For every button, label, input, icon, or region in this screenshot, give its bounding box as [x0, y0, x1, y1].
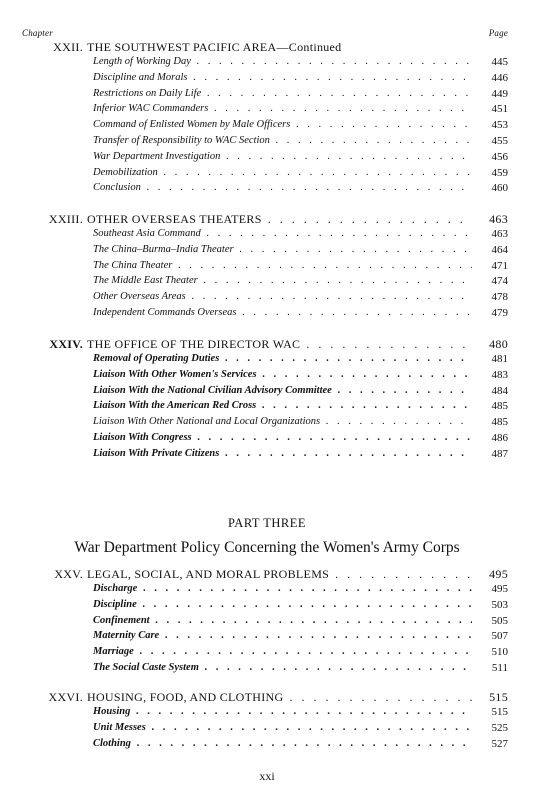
chapter-column-label: Chapter: [22, 28, 53, 38]
toc-entry: [0, 662, 534, 678]
entry-page: 483: [491, 368, 508, 381]
entry-page: 455: [491, 134, 508, 147]
entry-page: 507: [491, 630, 508, 643]
chapter-title: LEGAL, SOCIAL, AND MORAL PROBLEMS . . .: [87, 567, 472, 582]
entry-page: 446: [491, 71, 508, 84]
entry-page: 505: [491, 614, 508, 627]
entry-page: 456: [491, 150, 508, 163]
toc-entry: [0, 583, 534, 599]
entry-title: Conclusion . . .: [93, 182, 472, 193]
chapter-title: THE SOUTHWEST PACIFIC AREA—Continued: [87, 40, 342, 54]
toc-entry: [0, 307, 534, 323]
chapter-heading: [0, 212, 534, 228]
chapter-number: XXII.: [53, 40, 83, 54]
toc-chapter: [0, 337, 534, 464]
toc-entry: [0, 228, 534, 244]
toc-chapter: [0, 690, 534, 753]
entry-page: 474: [491, 275, 508, 288]
toc-entry: [0, 615, 534, 631]
chapter-page: 463: [489, 212, 508, 226]
entry-title: Liaison With the American Red Cross . . .: [93, 400, 472, 411]
toc-entry: [0, 275, 534, 291]
toc-entry: [0, 72, 534, 88]
entry-page: 484: [491, 384, 508, 397]
entry-title: The China–Burma–India Theater . . .: [93, 244, 472, 255]
entry-title: Transfer of Responsibility to WAC Section . . .: [93, 135, 472, 146]
page-number: xxi: [259, 769, 275, 783]
entry-page: 481: [491, 353, 508, 365]
toc-entry: [0, 119, 534, 135]
part-label: PART THREE: [228, 516, 306, 530]
entry-page: 527: [491, 737, 508, 750]
entry-title: Liaison With Congress . . .: [93, 432, 472, 443]
entry-title: Unit Messes . . .: [93, 722, 472, 733]
entry-page: 449: [491, 87, 508, 100]
entry-title: Discipline and Morals . . .: [93, 72, 472, 83]
entry-page: 464: [491, 243, 508, 256]
chapter-heading: [0, 690, 534, 706]
entry-page: 453: [491, 119, 508, 132]
toc-entry: [0, 599, 534, 615]
entry-title: Other Overseas Areas . . .: [93, 291, 472, 302]
chapter-number: XXIV.: [49, 337, 83, 351]
chapter-heading: [0, 337, 534, 353]
entry-title: Liaison With Private Citizens . . .: [93, 448, 472, 459]
entry-page: 479: [491, 306, 508, 319]
toc-entry: [0, 416, 534, 432]
chapter-heading: [0, 567, 534, 583]
chapter-title: HOUSING, FOOD, AND CLOTHING . . .: [87, 690, 472, 705]
chapter-page: 495: [489, 567, 508, 581]
chapter-number: XXVI.: [48, 690, 83, 704]
toc-entry: [0, 432, 534, 448]
entry-title: Inferior WAC Commanders . . .: [93, 103, 472, 114]
entry-page: 459: [491, 166, 508, 179]
entry-page: 471: [491, 259, 508, 272]
entry-title: Liaison With the National Civilian Advisory Committee . . .: [93, 385, 472, 396]
entry-title: Independent Commands Overseas . . .: [93, 307, 472, 318]
entry-page: 460: [491, 182, 508, 195]
toc-entry: [0, 448, 534, 464]
entry-title: Removal of Operating Duties . . .: [93, 353, 472, 364]
toc-entry: [0, 706, 534, 722]
entry-title: War Department Investigation . . .: [93, 151, 472, 162]
toc-entry: [0, 353, 534, 369]
entry-page: 445: [491, 56, 508, 68]
chapter-page: 480: [489, 337, 508, 351]
toc-entry: [0, 135, 534, 151]
entry-title: Restrictions on Daily Life . . .: [93, 88, 472, 99]
entry-title: The Middle East Theater . . .: [93, 275, 472, 286]
entry-page: 486: [491, 431, 508, 444]
toc-entry: [0, 244, 534, 260]
entry-title: Housing . . .: [93, 706, 472, 717]
toc-entry: [0, 182, 534, 198]
toc-entry: [0, 385, 534, 401]
chapter-page: 515: [489, 690, 508, 704]
entry-title: Clothing . . .: [93, 738, 472, 749]
entry-page: 451: [491, 103, 508, 116]
part-title: War Department Policy Concerning the Women's Army Corps: [74, 539, 460, 556]
entry-page: 510: [491, 646, 508, 659]
entry-page: 525: [491, 721, 508, 734]
entry-page: 503: [491, 598, 508, 611]
entry-title: Maternity Care . . .: [93, 630, 472, 641]
chapter-title: OTHER OVERSEAS THEATERS . . .: [87, 212, 472, 227]
entry-title: Length of Working Day . . .: [93, 56, 472, 67]
toc-entry: [0, 167, 534, 183]
toc-entry: [0, 369, 534, 385]
toc-entry: [0, 400, 534, 416]
entry-page: 511: [491, 661, 508, 674]
toc-chapter: [0, 40, 534, 198]
entry-title: The China Theater . . .: [93, 260, 472, 271]
entry-title: Discipline . . .: [93, 599, 472, 610]
entry-title: Command of Enlisted Women by Male Officers . . .: [93, 119, 472, 130]
toc-entry: [0, 722, 534, 738]
toc-entry: [0, 151, 534, 167]
entry-page: 478: [491, 291, 508, 304]
toc-entry: [0, 88, 534, 104]
entry-page: 515: [491, 706, 508, 718]
entry-title: Marriage . . .: [93, 646, 472, 657]
toc-entry: [0, 56, 534, 72]
toc-entry: [0, 646, 534, 662]
chapter-heading: [0, 40, 534, 56]
entry-title: Confinement . . .: [93, 615, 472, 626]
toc-entry: [0, 260, 534, 276]
entry-page: 495: [491, 583, 508, 595]
entry-title: Southeast Asia Command . . .: [93, 228, 472, 239]
toc-chapter: [0, 567, 534, 678]
entry-page: 485: [491, 400, 508, 413]
entry-title: Discharge . . .: [93, 583, 472, 594]
page-column-label: Page: [488, 28, 508, 38]
toc-entry: [0, 291, 534, 307]
entry-title: Liaison With Other Women's Services . . .: [93, 369, 472, 380]
chapter-number: XXV.: [54, 567, 83, 581]
toc-chapter: [0, 212, 534, 323]
entry-title: Demobilization . . .: [93, 167, 472, 178]
chapter-title: THE OFFICE OF THE DIRECTOR WAC . . .: [87, 337, 472, 352]
entry-title: The Social Caste System . . .: [93, 662, 472, 673]
toc-entry: [0, 738, 534, 754]
entry-title: Liaison With Other National and Local Organizations . . .: [93, 416, 472, 427]
chapter-number: XXIII.: [48, 212, 83, 226]
entry-page: 463: [491, 228, 508, 240]
toc-entry: [0, 103, 534, 119]
toc-entry: [0, 630, 534, 646]
entry-page: 487: [491, 447, 508, 460]
entry-page: 485: [491, 416, 508, 429]
